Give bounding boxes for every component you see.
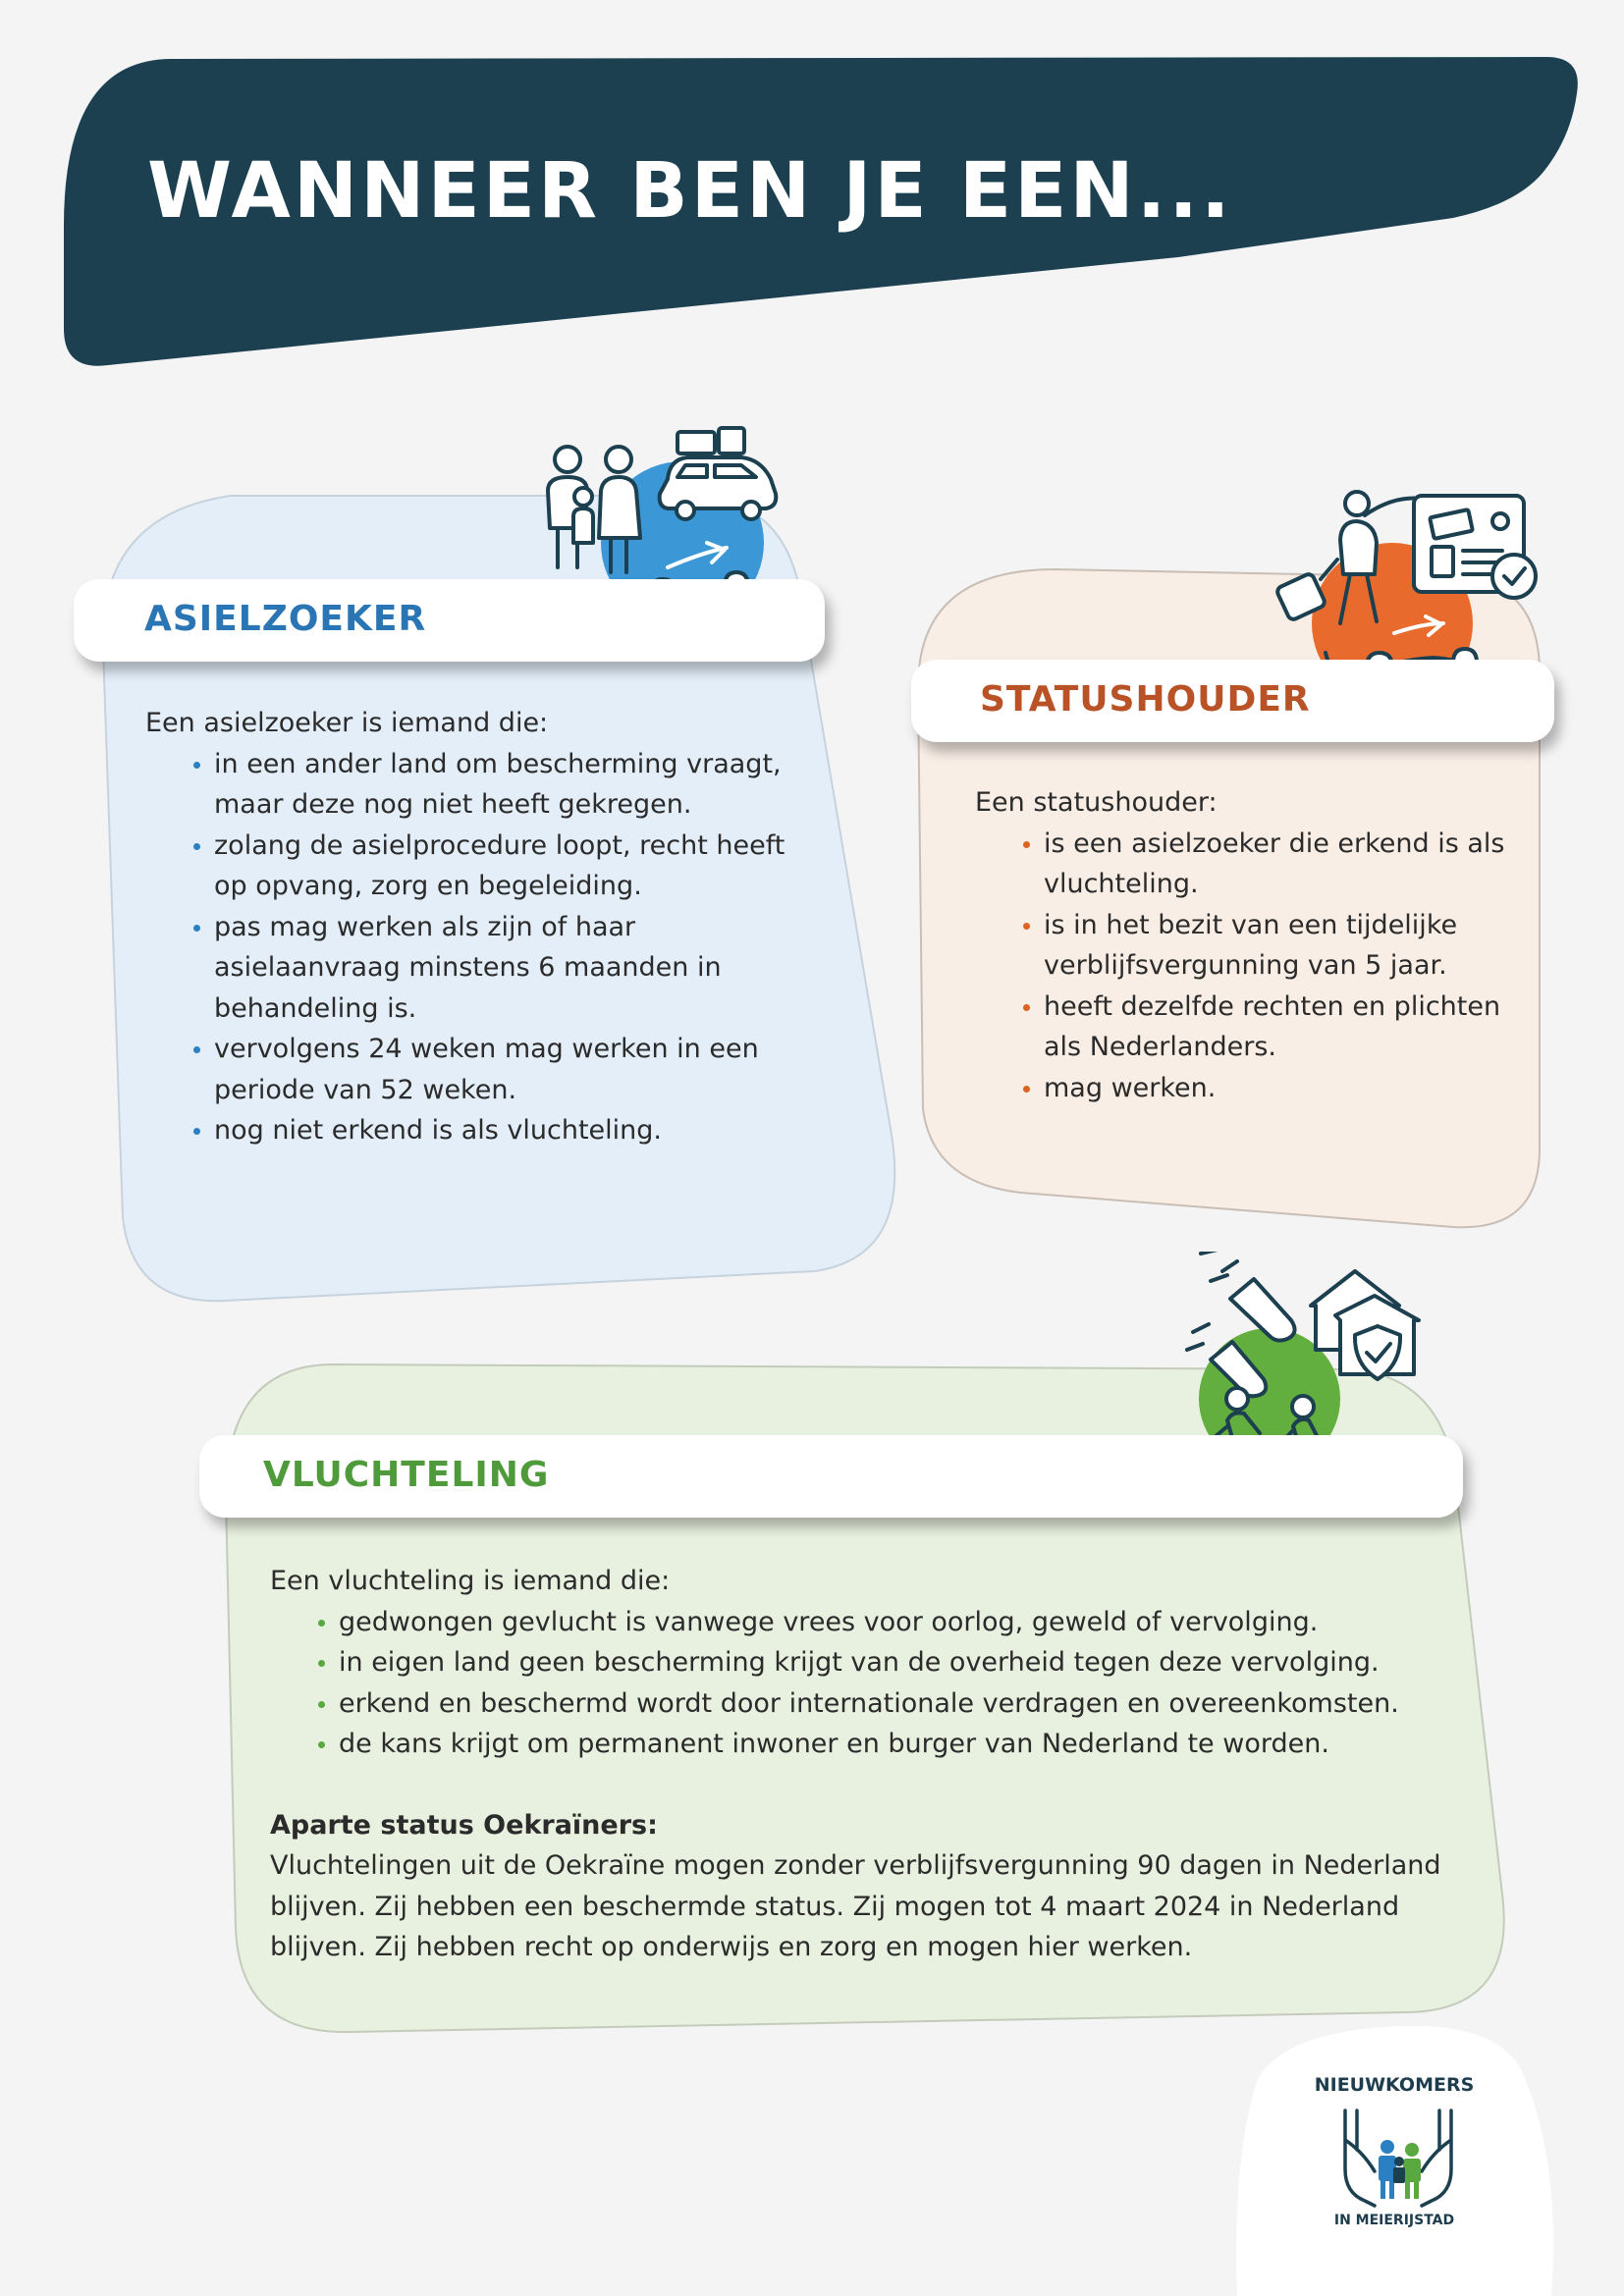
list-item: mag werken. [1044, 1068, 1505, 1109]
list-item: pas mag werken als zijn of haar asielaanvraag minstens 6 maanden in behandeling is. [214, 907, 793, 1030]
list-item: is in het bezit van een tijdelijke verblijfsvergunning van 5 jaar. [1044, 905, 1505, 987]
hands-family-logo-icon [1333, 2103, 1463, 2211]
vluchteling-intro: Een vluchteling is iemand die: [270, 1566, 671, 1596]
asielzoeker-heading: ASIELZOEKER [144, 599, 427, 639]
list-item: gedwongen gevlucht is vanwege vrees voor oorlog, geweld of vervolging. [339, 1602, 1468, 1643]
asielzoeker-intro: Een asielzoeker is iemand die: [145, 708, 549, 738]
vluchteling-list [270, 1602, 1468, 1765]
list-item: erkend en beschermd wordt door internationale verdragen en overeenkomsten. [339, 1683, 1468, 1725]
list-item: in eigen land geen bescherming krijgt van de overheid tegen deze vervolging. [339, 1642, 1468, 1683]
list-item: nog niet erkend is als vluchteling. [214, 1110, 793, 1151]
logo-title: NIEUWKOMERS [1314, 2074, 1475, 2096]
list-item: zolang de asielprocedure loopt, recht heeft op opvang, zorg en begeleiding. [214, 826, 793, 907]
asielzoeker-list [145, 744, 793, 1151]
oekraine-text: Vluchtelingen uit de Oekraïne mogen zonder verblijfsvergunning 90 dagen in Nederland blijven. Zij hebben een beschermde status. Zij mogen tot 4 maart 2024 in Nederland blijven. Zij hebben recht op onderwijs en zorg en mogen hier werken. [270, 1850, 1441, 1962]
statushouder-list [975, 824, 1505, 1109]
list-item: is een asielzoeker die erkend is als vluchteling. [1044, 824, 1505, 905]
list-item: heeft dezelfde rechten en plichten als Nederlanders. [1044, 987, 1505, 1068]
statushouder-heading: STATUSHOUDER [980, 679, 1311, 720]
list-item: vervolgens 24 weken mag werken in een periode van 52 weken. [214, 1029, 793, 1110]
list-item: de kans krijgt om permanent inwoner en burger van Nederland te worden. [339, 1724, 1468, 1765]
list-item: in een ander land om bescherming vraagt, maar deze nog niet heeft gekregen. [214, 744, 793, 826]
statushouder-content [975, 782, 1505, 1108]
statushouder-heading-bar [911, 660, 1554, 742]
asielzoeker-content [145, 703, 793, 1151]
logo-subtitle: IN MEIERIJSTAD [1333, 2213, 1455, 2228]
vluchteling-heading: VLUCHTELING [263, 1455, 550, 1495]
asielzoeker-heading-bar [74, 579, 825, 662]
statushouder-intro: Een statushouder: [975, 787, 1218, 818]
oekraine-heading: Aparte status Oekraïners: [270, 1809, 658, 1841]
vluchteling-content [270, 1561, 1468, 1968]
page-title: WANNEER BEN JE EEN... [147, 147, 1233, 236]
vluchteling-heading-bar [199, 1435, 1463, 1518]
